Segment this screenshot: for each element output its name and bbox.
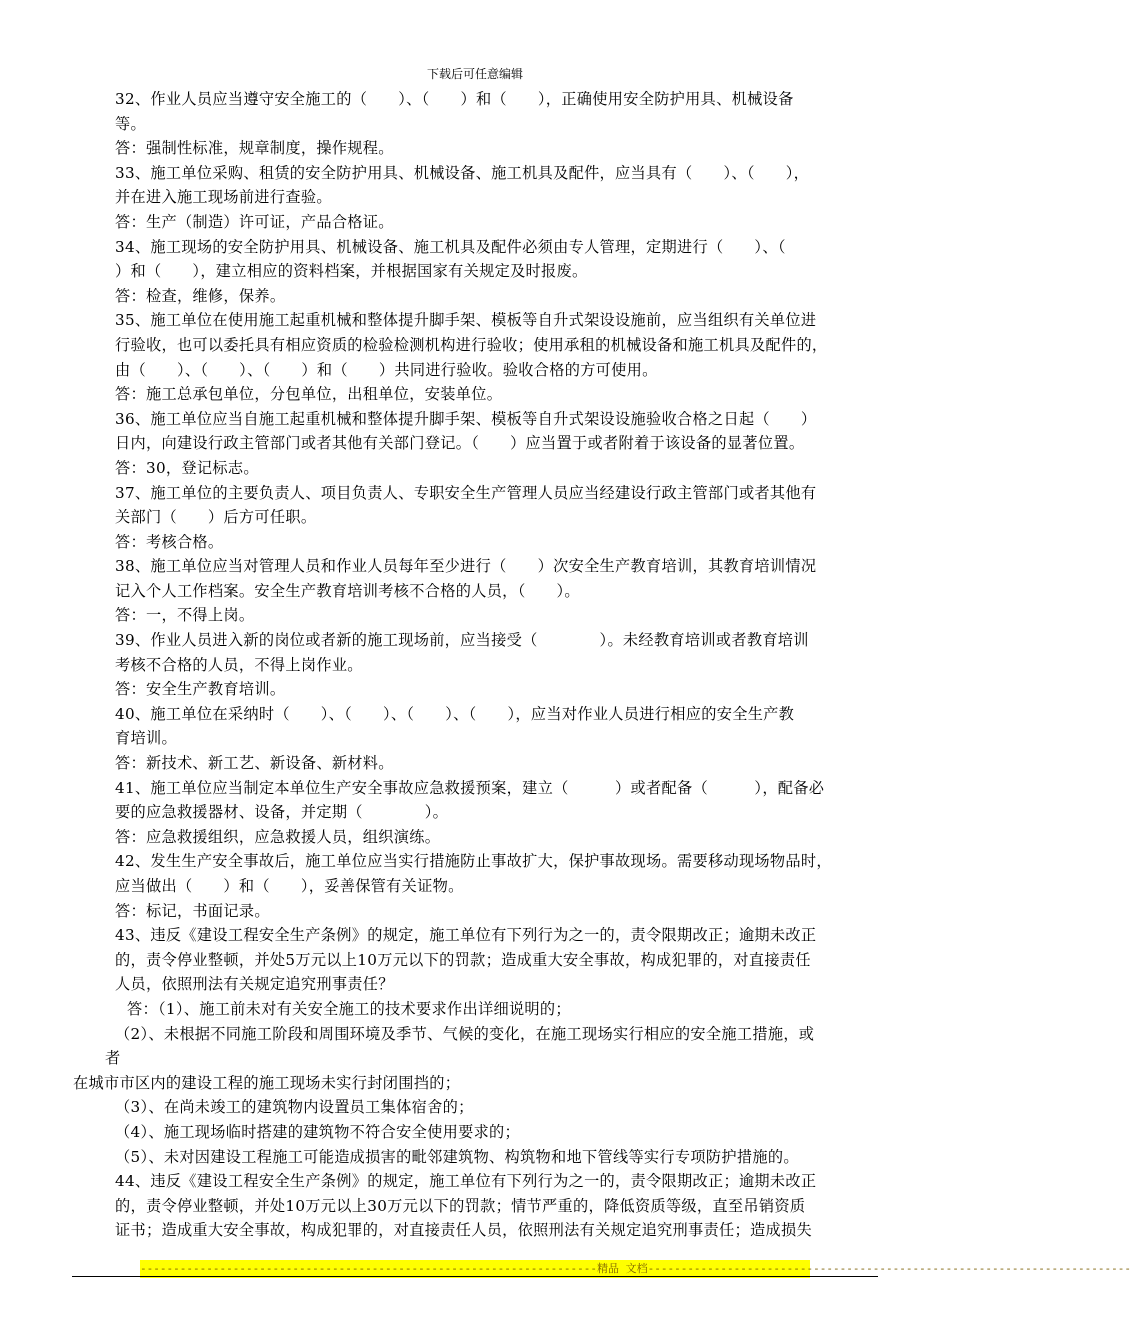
text-line: 育培训。 (115, 729, 177, 748)
text-line: 34、施工现场的安全防护用具、机械设备、施工机具及配件必须由专人管理，定期进行（ ）、（ (115, 237, 786, 256)
text-line: 答：考核合格。 (115, 532, 224, 551)
text-line: 答：强制性标准，规章制度，操作规程。 (115, 139, 394, 158)
text-line: 的，责令停业整顿，并处10万元以上30万元以下的罚款；情节严重的，降低资质等级，直至吊销资质 (115, 1196, 806, 1215)
document-body (73, 87, 880, 1243)
text-line: 33、施工单位采购、租赁的安全防护用具、机械设备、施工机具及配件，应当具有（ ）、（ ）， (115, 163, 810, 182)
text-line: 应当做出（ ）和（ ），妥善保管有关证物。 (115, 877, 464, 895)
text-line: 40、施工单位在采纳时（ ）、（ ）、（ ）、（ ），应当对作业人员进行相应的安全生产教 (115, 704, 795, 723)
text-line: 答：（1）、施工前未对有关安全施工的技术要求作出详细说明的； (127, 999, 571, 1018)
text-line: ）和（ ），建立相应的资料档案，并根据国家有关规定及时报废。 (115, 262, 588, 281)
text-line: 43、违反《建设工程安全生产条例》的规定，施工单位有下列行为之一的，责令限期改正；逾期未改正 (115, 926, 817, 945)
text-line: 38、施工单位应当对管理人员和作业人员每年至少进行（ ）次安全生产教育培训，其教育培训情况 (115, 557, 817, 576)
text-line: （3）、在尚未竣工的建筑物内设置员工集体宿舍的； (115, 1098, 474, 1117)
text-line: 答：新技术、新工艺、新设备、新材料。 (115, 754, 394, 773)
text-line: 35、施工单位在使用施工起重机械和整体提升脚手架、模板等自升式架设设施前，应当组织有关单位进 (115, 311, 817, 330)
text-line: 答：检查，维修，保养。 (115, 286, 286, 305)
text-line: 并在进入施工现场前进行查验。 (115, 188, 332, 207)
text-line: 41、施工单位应当制定本单位生产安全事故应急救援预案，建立（ ）或者配备（ ），配备必 (115, 778, 825, 797)
text-line: 答：安全生产教育培训。 (115, 680, 286, 699)
text-line: 证书；造成重大安全事故，构成犯罪的，对直接责任人员，依照刑法有关规定追究刑事责任；造成损失 (115, 1221, 812, 1240)
footer-divider (72, 1276, 878, 1277)
text-line: （4）、施工现场临时搭建的建筑物不符合安全使用要求的； (115, 1122, 521, 1141)
text-line: 答：生产（制造）许可证，产品合格证。 (115, 212, 394, 231)
page-footer-banner: ---------------------------------------------------------------------精品 文档------------------------------------------------------------------------- (140, 1260, 810, 1278)
text-line: 要的应急救援器材、设备，并定期（ ）。 (115, 803, 449, 822)
text-line: 42、发生生产安全事故后，施工单位应当实行措施防止事故扩大，保护事故现场。需要移动现场物品时， (115, 852, 832, 871)
text-line: （2）、未根据不同施工阶段和周围环境及季节、气候的变化，在施工现场实行相应的安全施工措施，或 (115, 1024, 815, 1043)
text-line: 在城市市区内的建设工程的施工现场未实行封闭围挡的； (73, 1073, 461, 1092)
text-line: 37、施工单位的主要负责人、项目负责人、专职安全生产管理人员应当经建设行政主管部门或者其他有 (115, 483, 817, 502)
page-header: 下载后可任意编辑 (426, 67, 523, 81)
text-line: 日内，向建设行政主管部门或者其他有关部门登记。（ ）应当置于或者附着于该设备的显著位置。 (115, 434, 805, 453)
text-line: 答：施工总承包单位，分包单位，出租单位，安装单位。 (115, 385, 503, 404)
text-line: （5）、未对因建设工程施工可能造成损害的毗邻建筑物、构筑物和地下管线等实行专项防护措施的。 (115, 1147, 799, 1166)
text-line: 答：一，不得上岗。 (115, 606, 255, 625)
text-line: 行验收，也可以委托具有相应资质的检验检测机构进行验收；使用承租的机械设备和施工机具及配件的， (115, 335, 828, 354)
text-line: 39、作业人员进入新的岗位或者新的施工现场前，应当接受（ ）。未经教育培训或者教育培训 (115, 631, 809, 650)
text-line: 答：30，登记标志。 (115, 458, 259, 477)
text-line: 由（ ）、（ ）、（ ）和（ ）共同进行验收。验收合格的方可使用。 (115, 360, 658, 379)
text-line: 记入个人工作档案。安全生产教育培训考核不合格的人员，（ ）。 (115, 581, 580, 600)
text-line: 等。 (115, 114, 146, 133)
text-line: 答：标记，书面记录。 (115, 901, 270, 920)
text-line: 关部门（ ）后方可任职。 (115, 508, 317, 527)
text-line: 考核不合格的人员，不得上岗作业。 (115, 655, 363, 674)
text-line: 答：应急救援组织，应急救援人员，组织演练。 (115, 827, 441, 846)
text-line: 的，责令停业整顿，并处5万元以上10万元以下的罚款；造成重大安全事故，构成犯罪的，对直接责任 (115, 950, 811, 969)
text-line: 44、违反《建设工程安全生产条例》的规定，施工单位有下列行为之一的，责令限期改正；逾期未改正 (115, 1172, 817, 1191)
text-line: 36、施工单位应当自施工起重机械和整体提升脚手架、模板等自升式架设设施验收合格之日起（ ） (115, 409, 817, 428)
text-line: 人员，依照刑法有关规定追究刑事责任？ (115, 975, 394, 994)
text-line: 者 (105, 1049, 121, 1068)
text-line: 32、作业人员应当遵守安全施工的（ ）、（ ）和（ ），正确使用安全防护用具、机械设备 (115, 90, 794, 108)
